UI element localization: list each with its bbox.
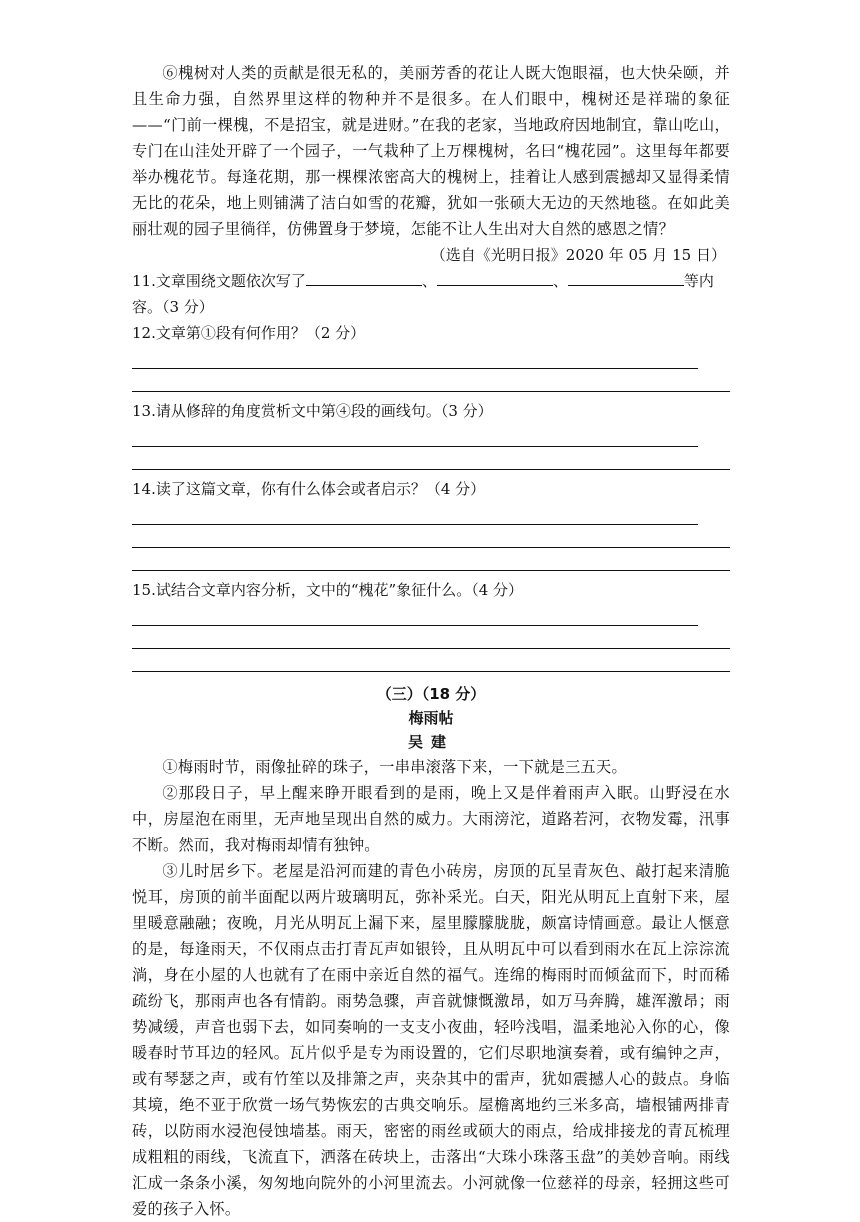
answer-blank-1[interactable] bbox=[306, 269, 422, 286]
paragraph-6: ⑥槐树对人类的贡献是很无私的，美丽芳香的花让人既大饱眼福，也大快朵颐，并且生命力强，自然界里这样的物种并不是很多。在人们眼中，槐树还是祥瑞的象征——“门前一棵槐，不是招宝，就是进财。”在我的老家，当地政府因地制宜，靠山吃山，专门在山洼处开辟了一个园子，一气栽种了上万棵槐树，名曰“槐花园”。这里每年都要举办槐花节。每逢花期，那一棵棵浓密高大的槐树上，挂着让人感到震撼却又显得柔情无比的花朵，地上则铺满了洁白如雪的花瓣，犹如一张硕大无边的天然地毯。在如此美丽壮观的园子里徜徉，仿佛置身于梦境，怎能不让人生出对大自然的感恩之情？ bbox=[132, 64, 730, 238]
answer-blank-3[interactable] bbox=[568, 269, 684, 286]
article-title: 梅雨帖 bbox=[408, 709, 454, 727]
answer-line[interactable] bbox=[132, 548, 730, 571]
article-paragraph-1: ①梅雨时节，雨像扯碎的珠子，一串串滚落下来，一下就是三五天。 bbox=[162, 758, 628, 776]
question-11-line2: 容。（3 分） bbox=[132, 298, 214, 316]
answer-line[interactable] bbox=[132, 502, 698, 525]
answer-line[interactable] bbox=[132, 447, 730, 470]
separator-2: 、 bbox=[552, 272, 568, 290]
question-11-prefix: 11.文章围绕文题依次写了 bbox=[132, 272, 306, 290]
question-11-suffix: 等内 bbox=[683, 272, 714, 290]
section-title: （三）（18 分） bbox=[376, 685, 486, 703]
answer-line[interactable] bbox=[132, 346, 698, 369]
answer-line[interactable] bbox=[132, 603, 698, 626]
article-paragraph-2: ②那段日子，早上醒来睁开眼看到的是雨，晚上又是伴着雨声入眠。山野浸在水中，房屋泡在雨里，无声地呈现出自然的威力。大雨滂沱，道路若河，衣物发霉，汛事不断。然而，我对梅雨却情有独钟。 bbox=[132, 784, 730, 854]
question-14: 14.读了这篇文章，你有什么体会或者启示？（4 分） bbox=[132, 480, 486, 498]
article-author: 吴建 bbox=[407, 733, 454, 751]
question-11 bbox=[132, 268, 730, 294]
answer-blank-2[interactable] bbox=[437, 269, 553, 286]
question-13: 13.请从修辞的角度赏析文中第④段的画线句。（3 分） bbox=[132, 402, 493, 420]
answer-line[interactable] bbox=[132, 369, 730, 392]
document-page bbox=[132, 60, 730, 1222]
separator-1: 、 bbox=[421, 272, 437, 290]
article-paragraph-3: ③儿时居乡下。老屋是沿河而建的青色小砖房，房顶的瓦呈青灰色、敲打起来清脆悦耳，房顶的前半面配以两片玻璃明瓦，弥补采光。白天，阳光从明瓦上直射下来，屋里暖意融融；夜晚，月光从明瓦上漏下来，屋里朦朦胧胧，颇富诗情画意。最让人惬意的是，每逢雨天，不仅雨点击打青瓦声如银铃，且从明瓦中可以看到雨水在瓦上淙淙流淌，身在小屋的人也就有了在雨中亲近自然的福气。连绵的梅雨时而倾盆而下，时而稀疏纷飞，那雨声也各有情韵。雨势急骤，声音就慷慨激昂，如万马奔腾，雄浑激昂；雨势减缓，声音也弱下去，如同奏响的一支支小夜曲，轻吟浅唱，温柔地沁入你的心，像暖春时节耳边的轻风。瓦片似乎是专为雨设置的，它们尽职地演奏着，或有编钟之声，或有琴瑟之声，或有竹笙以及排箫之声，夹杂其中的雷声，犹如震撼人心的鼓点。身临其境，绝不亚于欣赏一场气势恢宏的古典交响乐。屋檐离地约三米多高，墙根铺两排青砖，以防雨水浸泡侵蚀墙基。雨天，密密的雨丝或硕大的雨点，给成排接龙的青瓦梳理成粗粗的雨线，飞流直下，洒落在砖块上，击落出“大珠小珠落玉盘”的美妙音响。雨线汇成一条条小溪，匆匆地向院外的小河里流去。小河就像一位慈祥的母亲，轻拥这些可爱的孩子入怀。 bbox=[132, 862, 730, 1218]
source-citation: （选自《光明日报》2020 年 05 月 15 日） bbox=[430, 246, 726, 264]
answer-line[interactable] bbox=[132, 649, 730, 672]
answer-line[interactable] bbox=[132, 525, 730, 548]
answer-line[interactable] bbox=[132, 626, 730, 649]
answer-line[interactable] bbox=[132, 424, 698, 447]
question-12: 12.文章第①段有何作用？（2 分） bbox=[132, 324, 366, 342]
question-15: 15.试结合文章内容分析，文中的“槐花”象征什么。（4 分） bbox=[132, 581, 524, 599]
